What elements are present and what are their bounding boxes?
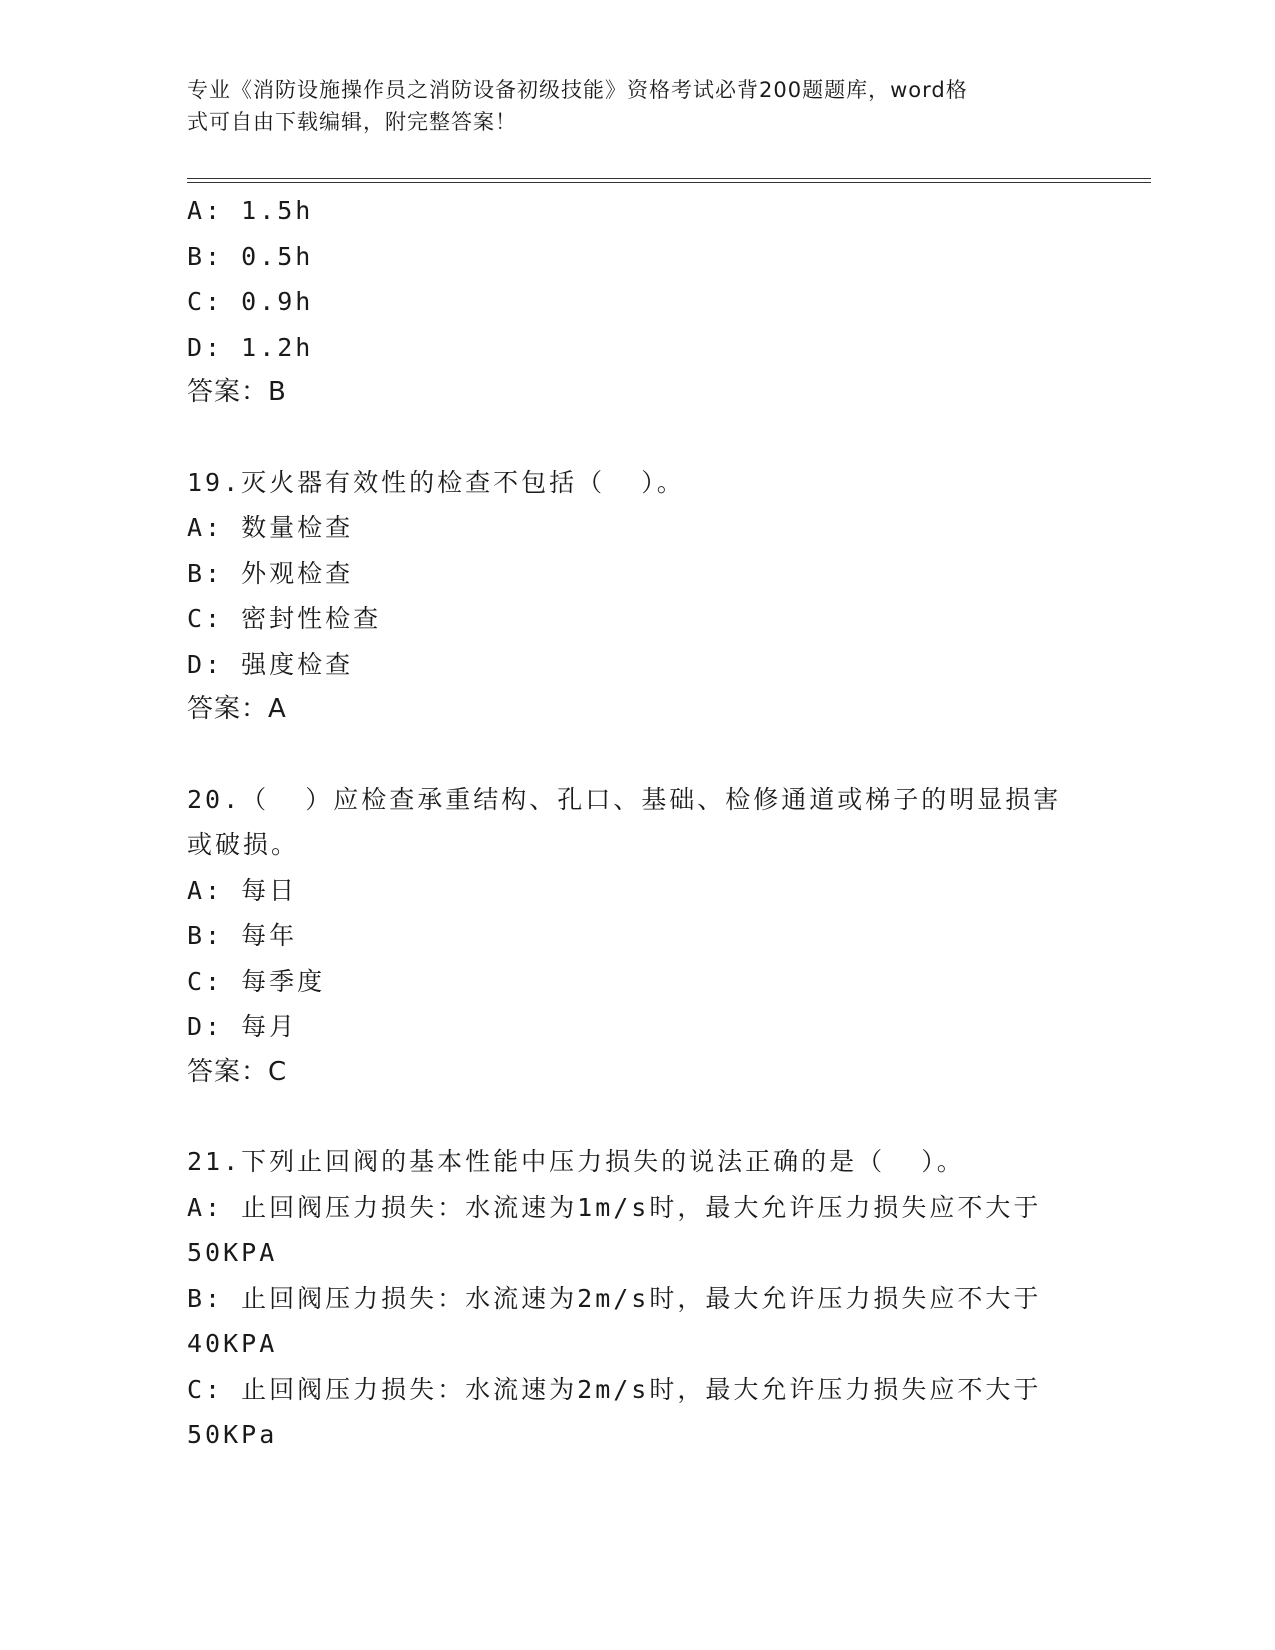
question-18-continued	[187, 188, 1087, 416]
option-d: D: 强度检查	[187, 649, 354, 679]
option-b: B: 外观检查	[187, 558, 354, 588]
question-21	[187, 1139, 1087, 1458]
question-stem-continued: 或破损。	[187, 830, 300, 859]
question-stem: 19.灭火器有效性的检查不包括（ ）。	[187, 467, 685, 497]
option-a: A: 1.5h	[187, 196, 314, 225]
question-stem: 21.下列止回阀的基本性能中压力损失的说法正确的是（ ）。	[187, 1147, 965, 1176]
question-20	[187, 777, 1087, 1096]
header-title-line-1: 专业《消防设施操作员之消防设备初级技能》资格考试必背200题题库，word格	[187, 78, 968, 102]
option-b: B: 0.5h	[187, 241, 314, 271]
option-b-continued: 40KPA	[187, 1329, 278, 1358]
question-19	[187, 460, 1087, 733]
option-a: A: 数量检查	[187, 513, 354, 542]
document-body	[187, 188, 1087, 1458]
answer: 答案：A	[187, 694, 287, 724]
option-c: C: 密封性检查	[187, 604, 382, 633]
header-title-line-2: 式可自由下载编辑，附完整答案！	[187, 110, 517, 134]
page-header	[187, 74, 1067, 138]
option-a: A: 止回阀压力损失：水流速为1m/s时，最大允许压力损失应不大于	[187, 1192, 1042, 1222]
option-d: D: 每月	[187, 1012, 298, 1041]
option-a-continued: 50KPA	[187, 1238, 278, 1267]
option-c: C: 每季度	[187, 966, 326, 996]
option-c-continued: 50KPa	[187, 1420, 278, 1449]
answer: 答案：B	[187, 377, 287, 407]
option-b: B: 止回阀压力损失：水流速为2m/s时，最大允许压力损失应不大于	[187, 1283, 1042, 1313]
question-stem: 20.（ ）应检查承重结构、孔口、基础、检修通道或梯子的明显损害	[187, 784, 1062, 814]
answer: 答案：C	[187, 1056, 288, 1087]
option-b: B: 每年	[187, 921, 298, 950]
option-a: A: 每日	[187, 875, 298, 905]
option-d: D: 1.2h	[187, 332, 314, 362]
option-c: C: 止回阀压力损失：水流速为2m/s时，最大允许压力损失应不大于	[187, 1374, 1042, 1404]
header-double-rule	[187, 178, 1151, 183]
option-c: C: 0.9h	[187, 287, 314, 316]
